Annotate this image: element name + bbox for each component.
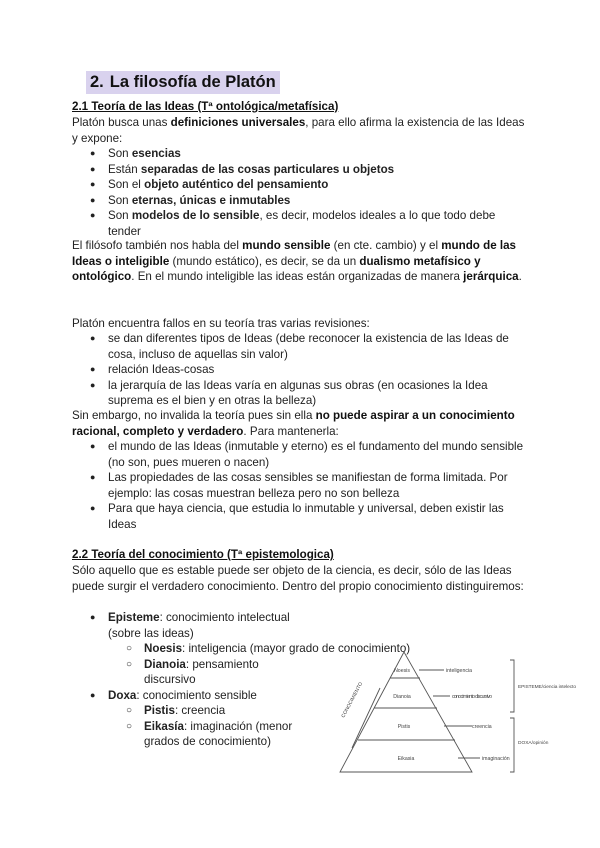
group-label: DOXA/opinión	[518, 741, 549, 746]
section-title-text: La filosofía de Platón	[109, 73, 276, 91]
group-bracket	[510, 660, 514, 712]
knowledge-intro-paragraph: Sólo aquello que es estable puede ser objeto de la ciencia, es decir, sólo de las Ideas puede surgir el verdadero conocimiento. Dentro del propio conocimiento distinguiremos:	[72, 564, 524, 593]
list-item: ● el mundo de las Ideas (inmutable y eterno) es el fundamento del mundo sensible (no son, pues mueren o nacen)	[90, 439, 530, 470]
right-label: imaginación	[482, 756, 510, 762]
bold-run: definiciones universales	[170, 116, 306, 129]
list-item-dianoia: ○ Dianoia: pensamiento discursivo	[108, 657, 300, 688]
doxa-sublist	[108, 703, 300, 750]
however-paragraph: Sin embargo, no invalida la teoría pues sin ella no puede aspirar a un conocimiento racional, completo y verdadero. Para mantenerla:	[72, 409, 515, 438]
list-item: ● Son esencias	[90, 146, 530, 162]
right-label: creencia	[472, 724, 492, 730]
knowledge-pyramid-diagram	[322, 648, 584, 778]
group-bracket	[510, 718, 514, 772]
level-label: Eikasia	[397, 756, 415, 762]
list-item-eikasia: ○ Eikasía: imaginación (menor grados de conocimiento)	[108, 719, 300, 750]
level-label: Dianoia	[393, 694, 411, 700]
maintain-list	[90, 439, 530, 532]
flaws-list	[90, 331, 530, 409]
section-title	[86, 71, 280, 94]
section-number: 2.	[90, 73, 104, 91]
right-label: inteligencia	[446, 668, 472, 674]
list-item-episteme: ● Episteme: conocimiento intelectual (sobre las ideas) ○ Noesis: inteligencia (mayor grado de conocimiento) ○ Dianoia: pensamiento discursivo	[90, 610, 300, 688]
list-item: ● la jerarquía de las Ideas varía en algunas sus obras (en ocasiones la Idea suprema es el bien y en otras la belleza)	[90, 378, 530, 409]
intro-paragraph	[72, 115, 528, 146]
list-item: ● relación Ideas-cosas	[90, 362, 530, 378]
list-item: ● Son el objeto auténtico del pensamiento	[90, 177, 530, 193]
right-label: conocimiento discursivo	[452, 694, 492, 700]
side-label: CONOCIMIENTO	[340, 681, 365, 719]
heading-2-1: 2.1 Teoría de las Ideas (Tª ontológica/metafísica)	[72, 100, 339, 113]
list-item-doxa: ● Doxa: conocimiento sensible ○ Pistis: creencia ○ Eikasía: imaginación (menor grados de conocimiento)	[90, 688, 300, 750]
list-item: ● Están separadas de las cosas particulares u objetos	[90, 162, 530, 178]
revisions-paragraph: Platón encuentra fallos en su teoría tras varias revisiones:	[72, 317, 370, 330]
list-item: ● Son eternas, únicas e inmutables	[90, 193, 530, 209]
heading-2-2: 2.2 Teoría del conocimiento (Tª epistemologica)	[72, 548, 334, 561]
ideas-properties-list	[90, 146, 530, 239]
list-item-pistis: ○ Pistis: creencia	[108, 703, 300, 719]
dualism-paragraph: El filósofo también nos habla del mundo sensible (en cte. cambio) y el mundo de las Ideas o inteligible (mundo estático), es decir, se da un dualismo metafísico y ontológico. En el mundo inteligible las ideas están organizadas de manera jerárquica.	[72, 239, 522, 283]
list-item: ● se dan diferentes tipos de Ideas (debe reconocer la existencia de las Ideas de cosa, incluso de aquellas sin valor)	[90, 331, 530, 362]
list-item-noesis: ○ Noesis: inteligencia (mayor grado de conocimiento)	[108, 641, 484, 657]
knowledge-types-list	[90, 610, 411, 750]
level-label: Pistis	[397, 724, 411, 730]
text-run: , para ello afirma la existencia de las Ideas y expone:	[72, 116, 525, 145]
list-item: ● Las propiedades de las cosas sensibles se manifiestan de forma limitada. Por ejemplo: las cosas muestran belleza pero no son belleza	[90, 470, 530, 501]
group-label: EPISTEME/ciencia intelecto	[518, 685, 576, 690]
text-run: Platón busca unas	[72, 116, 171, 129]
list-item: ● Son modelos de lo sensible, es decir, modelos ideales a lo que todo debe tender	[90, 208, 530, 239]
level-label: Noesis	[394, 668, 410, 674]
list-item: ● Para que haya ciencia, que estudia lo inmutable y universal, deben existir las Ideas	[90, 501, 530, 532]
